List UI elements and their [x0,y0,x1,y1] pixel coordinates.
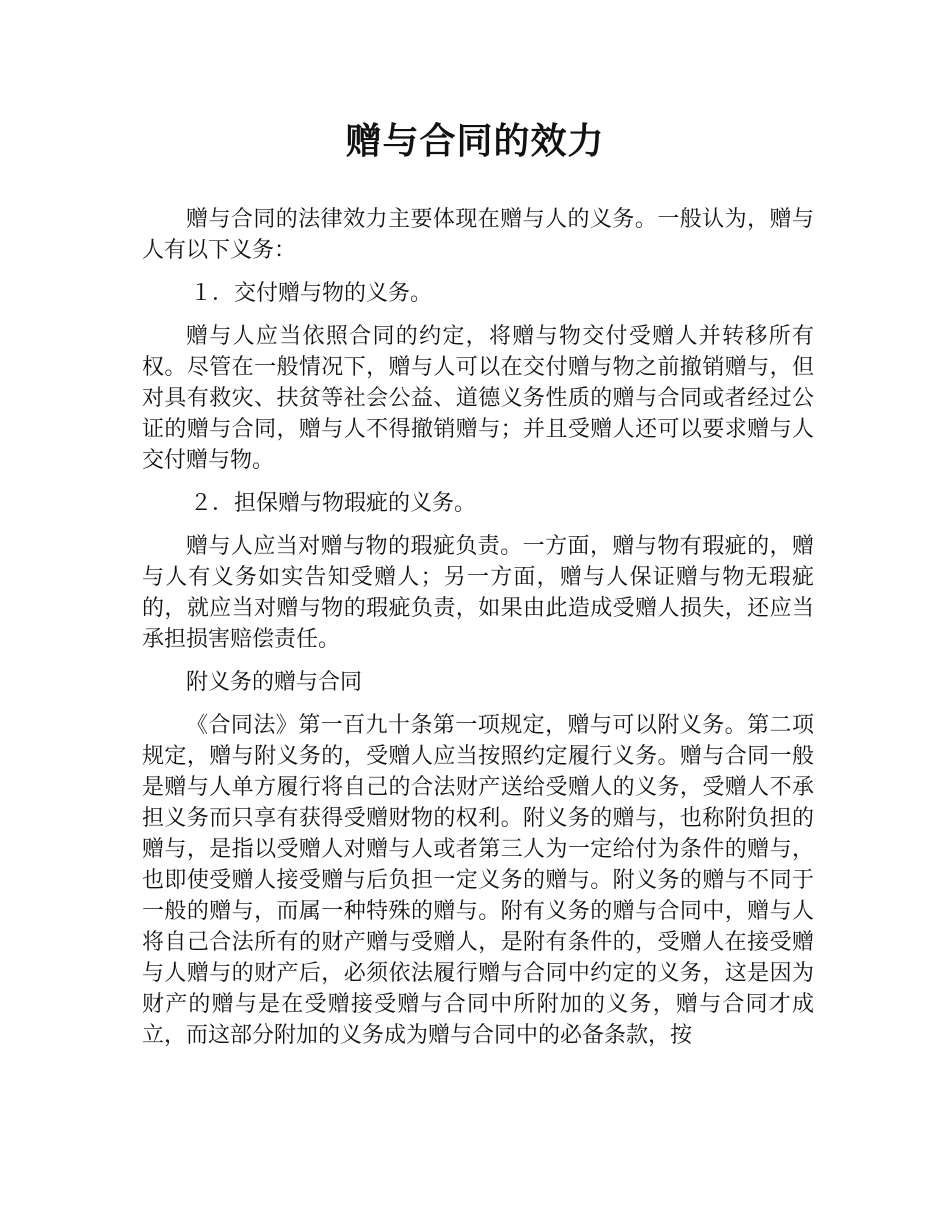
paragraph-delivery-duty: 赠与人应当依照合同的约定，将赠与物交付受赠人并转移所有权。尽管在一般情况下，赠与人可以在交付赠与物之前撤销赠与，但对具有救灾、扶贫等社会公益、道德义务性质的赠与合同或者经过公证的赠与合同，赠与人不得撤销赠与；并且受赠人还可以要求赠与人交付赠与物。 [142,324,814,473]
paragraph-defect-duty: 赠与人应当对赠与物的瑕疵负责。一方面，赠与物有瑕疵的，赠与人有义务如实告知受赠人；另一方面，赠与人保证赠与物无瑕疵的，就应当对赠与物的瑕疵负责，如果由此造成受赠人损失，还应当承担损害赔偿责任。 [142,534,814,652]
paragraph-intro: 赠与合同的法律效力主要体现在赠与人的义务。一般认为，赠与人有以下义务： [142,207,814,263]
paragraph-contract-law: 《合同法》第一百九十条第一项规定，赠与可以附义务。第二项规定，赠与附义务的，受赠人应当按照约定履行义务。赠与合同一般是赠与人单方履行将自己的合法财产送给受赠人的义务，受赠人不承担义务而只享有获得受赠财物的权利。附义务的赠与，也称附负担的赠与，是指以受赠人对赠与人或者第三人为一定给付为条件的赠与，也即使受赠人接受赠与后负担一定义务的赠与。附义务的赠与不同于一般的赠与，而属一种特殊的赠与。附有义务的赠与合同中，赠与人将自己合法所有的财产赠与受赠人，是附有条件的，受赠人在接受赠与人赠与的财产后，必须依法履行赠与合同中约定的义务，这是因为财产的赠与是在受赠接受赠与合同中所附加的义务，赠与合同才成立，而这部分附加的义务成为赠与合同中的必备条款，按 [142,713,814,1048]
section-heading-conditional-gift: 附义务的赠与合同 [186,670,363,695]
page-title: 赠与合同的效力 [345,121,605,162]
paragraph-item-1-heading: １．交付赠与物的义务。 [190,281,433,306]
paragraph-item-2-heading: ２．担保赠与物瑕疵的义务。 [190,491,477,516]
document-body [142,204,814,1063]
